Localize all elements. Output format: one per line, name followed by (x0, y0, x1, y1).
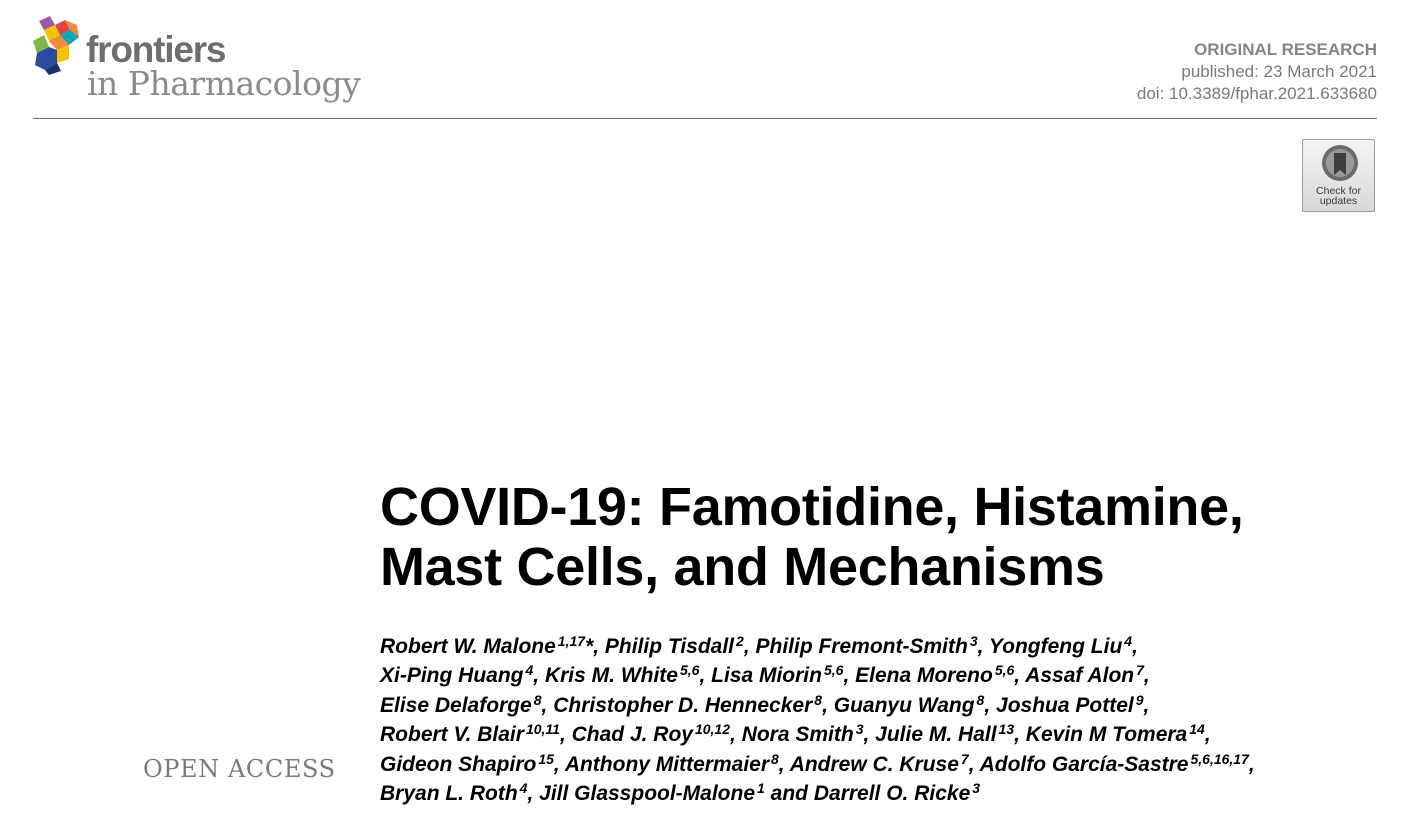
author-separator: , (730, 723, 742, 747)
author-affiliation: 1,17 (557, 633, 586, 649)
title-line-2: Mast Cells, and Mechanisms (380, 537, 1105, 597)
author-line (380, 632, 1390, 661)
author-affiliation: 7 (960, 750, 969, 767)
author-name[interactable]: Kris M. White (544, 664, 678, 688)
author-name[interactable]: Elise Delaforge (380, 693, 532, 717)
author-separator: , (863, 723, 876, 747)
author-name[interactable]: Julie M. Hall (875, 723, 997, 747)
author-name[interactable]: Gideon Shapiro (380, 752, 537, 776)
author-list (380, 632, 1390, 808)
author-name[interactable]: Lisa Miorin (711, 664, 822, 688)
author-name[interactable]: Kevin M Tomera (1025, 723, 1188, 747)
author-line (380, 779, 1390, 808)
author-separator: , (1248, 752, 1255, 776)
author-affiliation: 3 (969, 633, 978, 649)
article-title (380, 477, 1380, 597)
author-affiliation: 4 (519, 780, 528, 797)
check-for-updates-button[interactable] (1302, 139, 1375, 212)
author-affiliation: 15 (538, 750, 554, 767)
author-affiliation: 4 (1124, 633, 1133, 649)
author-line (380, 691, 1390, 720)
author-affiliation: 14 (1189, 721, 1205, 738)
author-separator: , (533, 664, 545, 688)
author-affiliation: 4 (525, 662, 534, 679)
frontiers-logo-icon (33, 15, 83, 75)
author-line (380, 661, 1390, 690)
author-separator: , (541, 693, 554, 717)
journal-name: frontiers (86, 29, 226, 70)
author-name[interactable]: Bryan L. Roth (380, 782, 518, 806)
author-affiliation: 10,11 (525, 721, 560, 738)
author-name[interactable]: Joshua Pottel (996, 693, 1134, 717)
author-name[interactable]: Anthony Mittermaier (564, 752, 769, 776)
author-name[interactable]: Christopher D. Hennecker (553, 693, 813, 717)
author-line (380, 720, 1390, 749)
author-name[interactable]: Elena Moreno (855, 664, 993, 688)
author-affiliation: 7 (1136, 662, 1144, 679)
author-separator: , (1143, 693, 1150, 717)
author-affiliation: 8 (814, 691, 823, 708)
author-name[interactable]: Robert V. Blair (380, 723, 524, 747)
journal-subtitle: in Pharmacology (87, 64, 361, 103)
author-line (380, 750, 1390, 779)
published-date: published: 23 March 2021 (1181, 62, 1377, 81)
author-affiliation: 8 (771, 750, 779, 767)
author-name[interactable]: Yongfeng Liu (988, 635, 1123, 658)
author-separator: , (743, 635, 756, 658)
author-separator: , (968, 752, 980, 776)
author-separator: , (843, 664, 856, 688)
author-name[interactable]: Assaf Alon (1025, 664, 1135, 688)
author-separator: and (764, 782, 814, 806)
author-affiliation: 8 (533, 691, 542, 708)
article-type: ORIGINAL RESEARCH (1194, 40, 1377, 59)
author-name[interactable]: Darrell O. Ricke (813, 782, 971, 806)
author-separator: , (984, 693, 997, 717)
author-affiliation: 5,6 (994, 662, 1015, 679)
author-affiliation: 3 (855, 721, 864, 738)
author-name[interactable]: Chad J. Roy (571, 723, 693, 747)
author-name[interactable]: Philip Fremont-Smith (755, 635, 968, 658)
author-name[interactable]: Guanyu Wang (833, 693, 975, 717)
author-separator: *, (585, 635, 605, 658)
author-name[interactable]: Xi-Ping Huang (380, 664, 524, 688)
author-affiliation: 2 (736, 633, 744, 649)
author-name[interactable]: Philip Tisdall (604, 635, 735, 658)
author-separator: , (822, 693, 834, 717)
author-name[interactable]: Adolfo García-Sastre (979, 752, 1189, 776)
author-separator: , (1204, 723, 1211, 747)
author-affiliation: 5,6,16,17 (1190, 750, 1249, 767)
check-label-line2: updates (1319, 195, 1358, 207)
article-meta (1137, 39, 1377, 105)
journal-logo[interactable] (33, 15, 373, 110)
author-separator: , (1014, 723, 1026, 747)
author-separator: , (778, 752, 790, 776)
author-separator: , (1014, 664, 1026, 688)
author-separator: , (553, 752, 565, 776)
author-separator: , (527, 782, 540, 806)
author-name[interactable]: Nora Smith (741, 723, 854, 747)
doi-link[interactable]: doi: 10.3389/fphar.2021.633680 (1136, 84, 1377, 103)
open-access-label: OPEN ACCESS (143, 755, 336, 783)
author-separator: , (1132, 635, 1138, 658)
author-separator: , (699, 664, 712, 688)
header-divider (33, 118, 1377, 119)
author-name[interactable]: Jill Glasspool-Malone (539, 782, 756, 806)
author-separator: , (1143, 664, 1150, 688)
author-affiliation: 5,6 (679, 662, 700, 679)
author-affiliation: 1 (757, 780, 765, 797)
author-affiliation: 5,6 (823, 662, 844, 679)
author-affiliation: 9 (1135, 691, 1144, 708)
author-name[interactable]: Robert W. Malone (380, 635, 556, 658)
author-separator: , (559, 723, 572, 747)
bookmark-badge-icon (1320, 143, 1360, 183)
author-name[interactable]: Andrew C. Kruse (789, 752, 959, 776)
author-affiliation: 10,12 (694, 721, 731, 738)
check-for-updates-label (1303, 186, 1374, 206)
author-affiliation: 8 (976, 691, 985, 708)
author-separator: , (977, 635, 989, 658)
title-line-1: COVID-19: Famotidine, Histamine, (380, 477, 1244, 537)
author-affiliation: 3 (972, 780, 981, 797)
check-label-line1: Check for (1316, 185, 1361, 197)
author-affiliation: 13 (998, 721, 1015, 738)
